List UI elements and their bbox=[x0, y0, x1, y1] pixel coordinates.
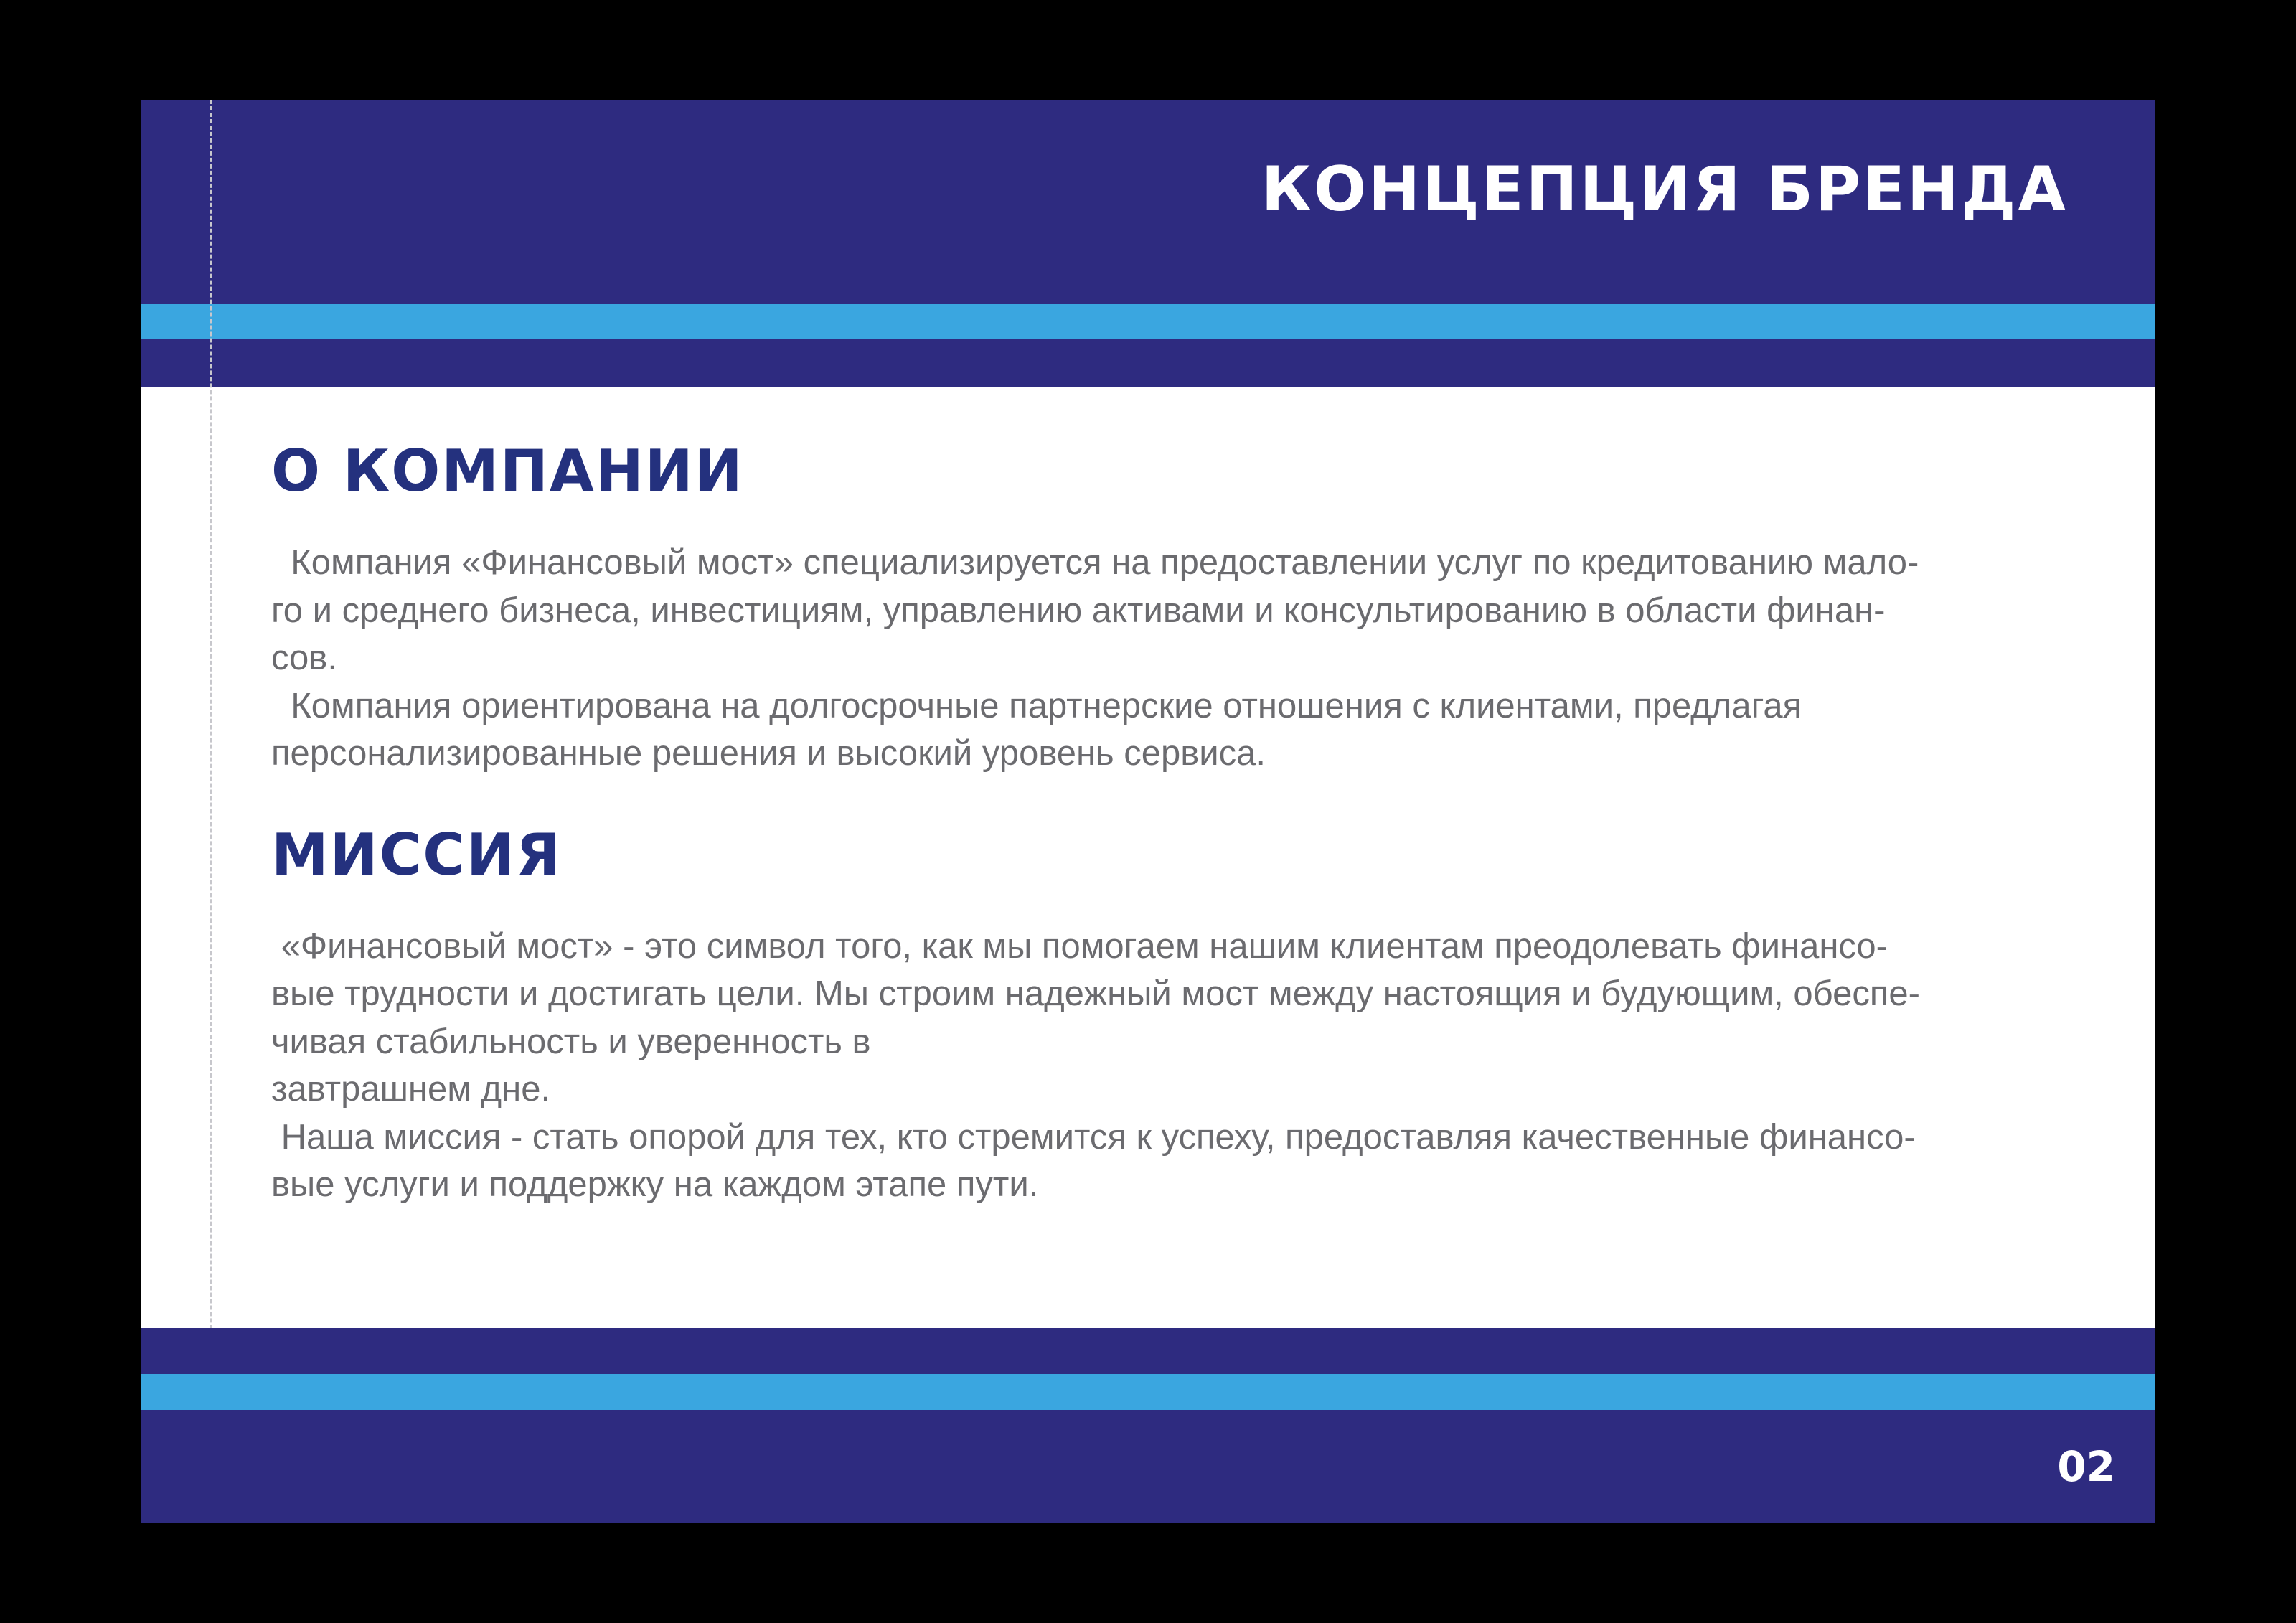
mission-line: вые услуги и поддержку на каждом этапе пути. bbox=[271, 1165, 1039, 1204]
mission-text bbox=[271, 923, 2155, 1209]
about-line: Компания ориентирована на долгосрочные партнерские отношения с клиентами, предлагая bbox=[271, 686, 1802, 725]
footer-accent-stripe bbox=[141, 1374, 2155, 1410]
mission-line: чивая стабильность и уверенность в bbox=[271, 1022, 871, 1061]
main-content bbox=[271, 437, 2155, 1209]
brand-concept-page bbox=[141, 100, 2155, 1523]
mission-line: завтрашнем дне. bbox=[271, 1070, 551, 1109]
about-line: персонализированные решения и высокий уровень сервиса. bbox=[271, 734, 1266, 773]
header-accent-stripe bbox=[141, 304, 2155, 339]
fold-guide-line bbox=[210, 100, 212, 1523]
about-text bbox=[271, 539, 2155, 778]
footer-band bbox=[141, 1328, 2155, 1523]
about-line: Компания «Финансовый мост» специализируется на предоставлении услуг по кредитованию мало- bbox=[271, 543, 1919, 582]
about-line: сов. bbox=[271, 639, 337, 677]
about-heading: О КОМПАНИИ bbox=[271, 438, 744, 504]
page-number: 02 bbox=[2057, 1442, 2115, 1491]
header-band bbox=[141, 100, 2155, 387]
about-line: го и среднего бизнеса, инвестициям, управлению активами и консультированию в области финан- bbox=[271, 591, 1886, 630]
mission-line: Наша миссия - стать опорой для тех, кто стремится к успеху, предоставляя качественные финансо- bbox=[271, 1117, 1916, 1157]
mission-heading: МИССИЯ bbox=[271, 821, 562, 888]
mission-line: «Финансовый мост» - это символ того, как мы помогаем нашим клиентам преодолевать финансо- bbox=[271, 926, 1888, 966]
mission-line: вые трудности и достигать цели. Мы строим надежный мост между настоящия и будующим, обеспе- bbox=[271, 974, 1920, 1013]
page-title: КОНЦЕПЦИЯ БРЕНДА bbox=[1261, 154, 2068, 225]
